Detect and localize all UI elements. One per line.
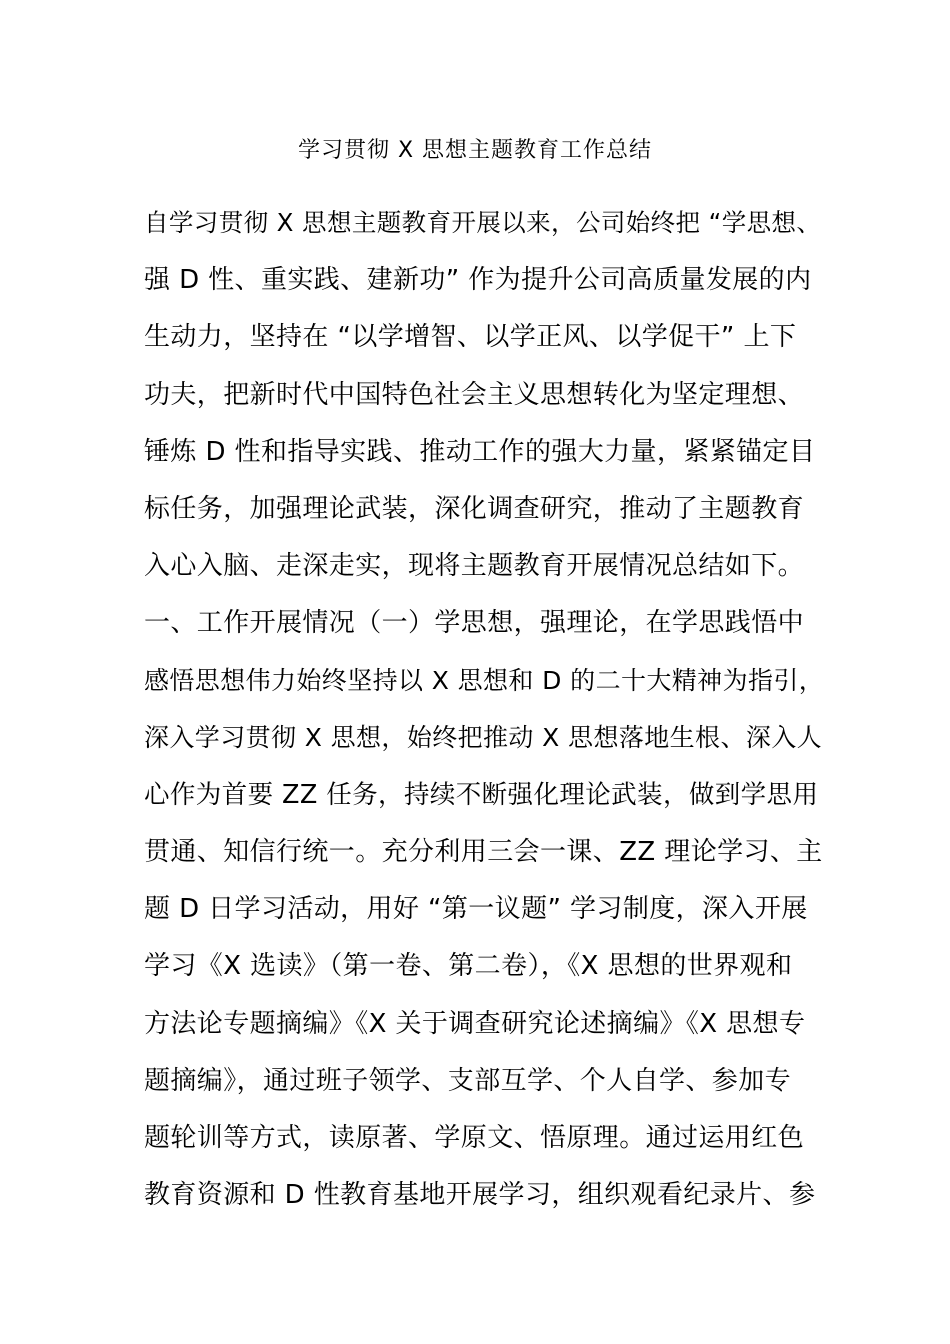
body-line: 生动力，坚持在 “以学增智、以学正风、以学促干” 上下 bbox=[144, 322, 797, 353]
body-line: 方法论专题摘编》《X 关于调查研究论述摘编》《X 思想专 bbox=[144, 1008, 806, 1039]
body-line: 自学习贯彻 X 思想主题教育开展以来，公司始终把 “学思想、 bbox=[144, 208, 822, 237]
body-line: 学习《X 选读》（第一卷、第二卷），《X 思想的世界观和 bbox=[144, 951, 793, 982]
body-line: 一、工作开展情况（一）学思想，强理论，在学思践悟中 bbox=[144, 608, 805, 639]
body-line: 强 D 性、重实践、建新功” 作为提升公司高质量发展的内 bbox=[144, 265, 812, 296]
body-line: 题 D 日学习活动，用好 “第一议题” 学习制度，深入开展 bbox=[144, 894, 808, 925]
body-line: 感悟思想伟力始终坚持以 X 思想和 D 的二十大精神为指引， bbox=[144, 665, 825, 695]
document-body bbox=[144, 199, 824, 1228]
body-line: 标任务，加强理论武装，深化调查研究，推动了主题教育 bbox=[144, 493, 805, 524]
body-line: 入心入脑、走深走实，现将主题教育开展情况总结如下。 bbox=[144, 551, 805, 582]
body-line: 贯通、知信行统一。充分利用三会一课、ZZ 理论学习、主 bbox=[144, 837, 823, 868]
body-line: 深入学习贯彻 X 思想，始终把推动 X 思想落地生根、深入人 bbox=[144, 722, 823, 752]
body-line: 功夫，把新时代中国特色社会主义思想转化为坚定理想、 bbox=[144, 379, 805, 410]
body-line: 题摘编》，通过班子领学、支部互学、个人自学、参加专 bbox=[144, 1065, 792, 1096]
body-line: 题轮训等方式，读原著、学原文、悟原理。通过运用红色 bbox=[144, 1123, 805, 1153]
document-title: 学习贯彻 X 思想主题教育工作总结 bbox=[297, 138, 653, 163]
body-line: 教育资源和 D 性教育基地开展学习，组织观看纪录片、参 bbox=[144, 1180, 816, 1211]
body-line: 锤炼 D 性和指导实践、推动工作的强大力量，紧紧锚定目 bbox=[144, 436, 816, 467]
body-line: 心作为首要 ZZ 任务，持续不断强化理论武装，做到学思用 bbox=[144, 779, 819, 810]
